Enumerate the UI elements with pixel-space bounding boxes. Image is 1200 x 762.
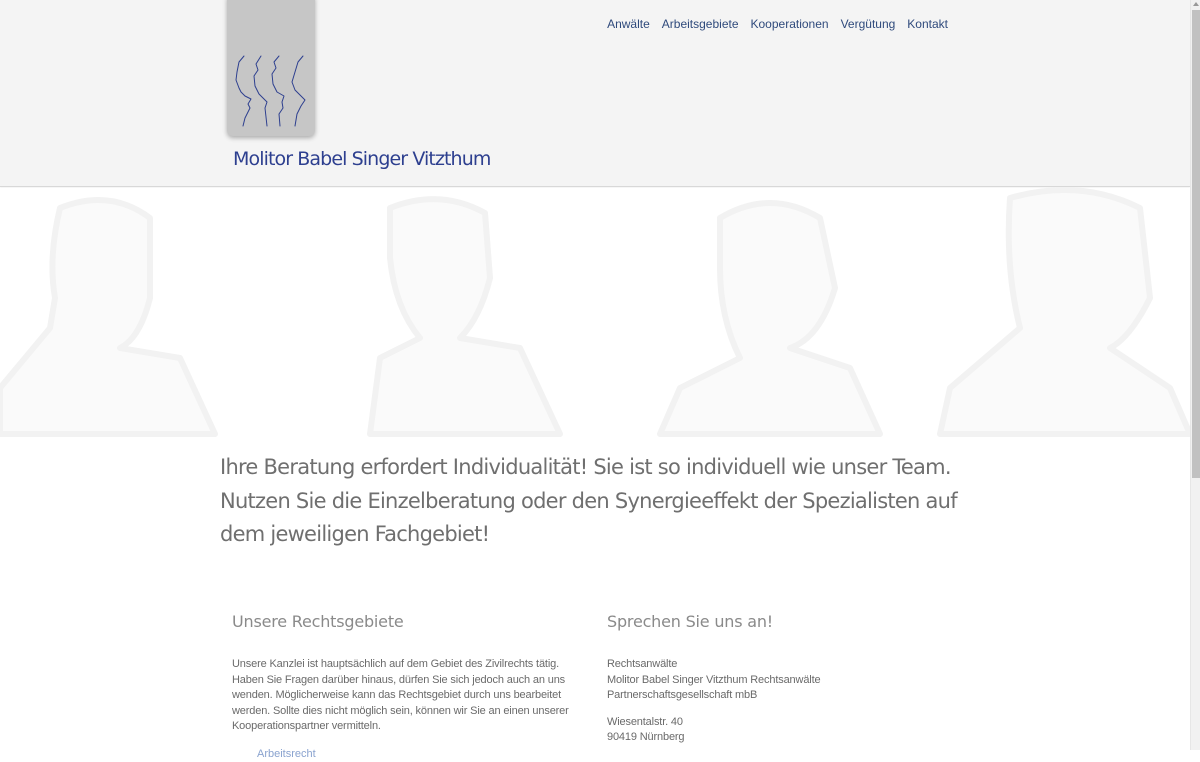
rechtsgebiete-heading: Unsere Rechtsgebiete — [232, 612, 404, 631]
firm-line-1: Rechtsanwälte — [607, 658, 678, 670]
rechtsgebiete-section — [232, 610, 577, 762]
nav-kontakt[interactable]: Kontakt — [907, 17, 948, 31]
city: 90419 Nürnberg — [607, 731, 685, 744]
profiles-logo-icon — [227, 0, 315, 136]
rechtsgebiete-list — [232, 744, 577, 762]
logo-text[interactable]: Molitor Babel Singer Vitzthum — [233, 148, 491, 170]
logo[interactable] — [227, 0, 315, 136]
kontakt-section — [607, 610, 952, 746]
tagline: Ihre Beratung erfordert Individualität! Sie ist so individuell wie unser Team. Nutzen Sie die Einzelberatung oder den Synergieeffekt der Spezialisten auf dem jeweiligen Fachgebiet! — [220, 455, 957, 546]
page-scrollbar[interactable] — [1190, 0, 1200, 750]
firm-address — [607, 657, 952, 704]
nav-kooperationen[interactable]: Kooperationen — [750, 17, 829, 31]
nav-arbeitsgebiete[interactable]: Arbeitsgebiete — [661, 17, 739, 31]
street-address — [607, 715, 952, 746]
firm-line-3: Partnerschaftsgesellschaft mbB — [607, 689, 758, 702]
nav-verguetung[interactable]: Vergütung — [840, 17, 896, 31]
kontakt-heading: Sprechen Sie uns an! — [607, 612, 773, 631]
scrollbar-thumb[interactable] — [1192, 10, 1200, 478]
link-arbeitsrecht[interactable]: Arbeitsrecht — [257, 747, 316, 760]
scroll-up-arrow-icon[interactable] — [1193, 2, 1199, 6]
main-nav — [601, 16, 954, 32]
hero-banner — [0, 188, 1190, 434]
nav-anwaelte[interactable]: Anwälte — [607, 17, 650, 31]
street: Wiesentalstr. 40 — [607, 715, 683, 728]
firm-line-2: Molitor Babel Singer Vitzthum Rechtsanwälte — [607, 673, 821, 686]
site-header — [0, 0, 1190, 187]
team-portraits-image — [0, 188, 1190, 434]
rechtsgebiete-text: Unsere Kanzlei ist hauptsächlich auf dem Gebiet des Zivilrechts tätig. Haben Sie Fragen darüber hinaus, dürfen Sie sich jedoch auch an uns wenden. Möglicherweise kann das Rechtsgebiet durch uns bearbeitet werden. Sollte dies nicht möglich sein, können wir Sie an einen unserer Kooperationspartner vermitteln. — [232, 658, 569, 733]
list-item — [257, 744, 577, 762]
